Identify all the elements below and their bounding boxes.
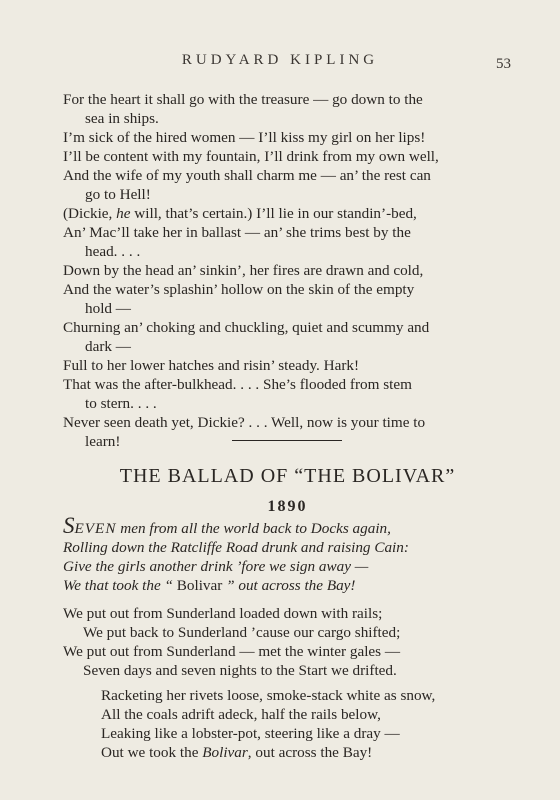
verse-line: For the heart it shall go with the treasure — go down to the [63, 91, 423, 108]
verse-line: Down by the head an’ sinkin’, her fires are drawn and cold, [63, 262, 424, 279]
epigraph-line: Rolling down the Ratcliffe Road drunk and raising Cain: [63, 539, 409, 556]
verse-line: And the water’s splashin’ hollow on the skin of the empty [63, 281, 415, 298]
drop-cap: S [63, 513, 75, 538]
verse-line: We put out from Sunderland — met the winter gales — [63, 643, 401, 660]
verse-line: Churning an’ choking and chuckling, quiet and scummy and [63, 319, 430, 336]
verse-line: An’ Mac’ll take her in ballast — an’ she trims best by the [63, 224, 411, 241]
verse-line: I’m sick of the hired women — I’ll kiss my girl on her lips! [63, 129, 426, 146]
verse-line-continuation: hold — [85, 300, 131, 317]
verse-line: Never seen death yet, Dickie? . . . Well, now is your time to [63, 414, 426, 431]
page-number: 53 [496, 56, 511, 72]
stanza-2 [63, 686, 521, 762]
verse-text: , out across the Bay! [247, 744, 373, 761]
verse-line-continuation: to stern. . . . [85, 395, 157, 412]
verse-text: We that took the “ [63, 577, 177, 594]
epigraph-line [63, 576, 521, 595]
emphasized-word: he [116, 205, 131, 222]
verse-line-continuation: learn! [85, 433, 121, 450]
running-title: RUDYARD KIPLING [181, 52, 379, 68]
epigraph-line: Give the girls another drink ’fore we sign away — [63, 558, 369, 575]
verse-text: Out we took the [101, 744, 203, 761]
ship-name: Bolivar [176, 577, 223, 594]
verse-text: (Dickie, [63, 205, 117, 222]
ship-name: Bolivar [202, 744, 248, 761]
first-word-rest: EVEN [74, 520, 117, 537]
previous-poem-stanza [63, 90, 521, 451]
verse-text: will, that’s certain.) I’ll lie in our standin’-bed, [130, 205, 417, 222]
verse-line: I’ll be content with my fountain, I’ll drink from my own well, [63, 148, 439, 165]
verse-line: That was the after-bulkhead. . . . She’s flooded from stem [63, 376, 412, 393]
verse-line [63, 743, 521, 762]
verse-line: Full to her lower hatches and risin’ steady. Hark! [63, 357, 360, 374]
stanza-1 [63, 604, 521, 680]
verse-text: men from all the world back to Docks again, [116, 520, 391, 537]
verse-line: Leaking like a lobster-pot, steering like a dray — [101, 725, 400, 742]
verse-line [63, 204, 521, 223]
verse-line: Seven days and seven nights to the Start we drifted. [83, 662, 397, 679]
verse-line-continuation: sea in ships. [85, 110, 159, 127]
verse-line-continuation: go to Hell! [85, 186, 151, 203]
epigraph-stanza [63, 513, 521, 595]
verse-text: ” out across the Bay! [222, 577, 356, 594]
epigraph-line [63, 513, 521, 538]
verse-line-continuation: dark — [85, 338, 131, 355]
poem-year: 1890 [267, 498, 308, 515]
section-divider [232, 440, 342, 441]
verse-line-continuation: head. . . . [85, 243, 141, 260]
verse-line: And the wife of my youth shall charm me — an’ the rest can [63, 167, 431, 184]
verse-line: We put out from Sunderland loaded down with rails; [63, 605, 383, 622]
verse-line: We put back to Sunderland ’cause our cargo shifted; [83, 624, 401, 641]
poem-title: THE BALLAD OF “THE BOLIVAR” [119, 465, 456, 487]
verse-line: Racketing her rivets loose, smoke-stack white as snow, [101, 687, 436, 704]
verse-line: All the coals adrift adeck, half the rails below, [101, 706, 381, 723]
